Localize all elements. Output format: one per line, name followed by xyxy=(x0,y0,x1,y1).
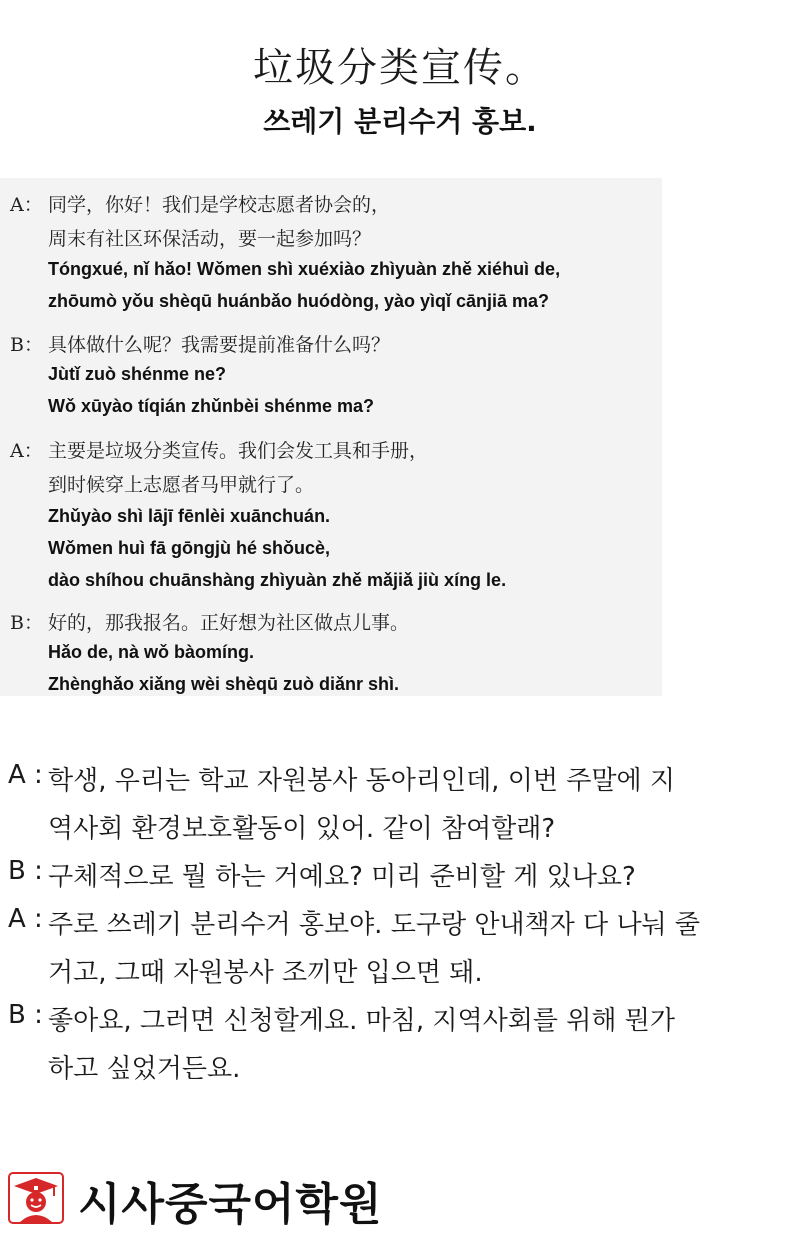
speaker-label: B： xyxy=(10,612,43,634)
speaker-label: A： xyxy=(10,440,43,462)
speaker-label: A : xyxy=(8,904,43,934)
speaker-label: B : xyxy=(8,856,43,886)
chinese-line: 主要是垃圾分类宣传。我们会发工具和手册， xyxy=(48,440,429,462)
speaker-label: B： xyxy=(10,334,43,356)
page-title-korean: 쓰레기 분리수거 홍보. xyxy=(263,105,537,138)
pinyin-line: zhōumò yǒu shèqū huánbǎo huódòng, yào yìqǐ cānjiā ma? xyxy=(48,291,550,311)
pinyin-line: Zhǔyào shì lājī fēnlèi xuānchuán. xyxy=(48,506,331,526)
translation-text: 학생, 우리는 학교 자원봉사 동아리인데, 이번 주말에 지 xyxy=(48,766,675,796)
pinyin-line: Jùtǐ zuò shénme ne? xyxy=(48,364,227,384)
chinese-line: 周末有社区环保活动，要一起参加吗？ xyxy=(48,228,372,250)
speaker-label: A： xyxy=(10,194,43,216)
chinese-line: 具体做什么呢？我需要提前准备什么吗？ xyxy=(48,334,391,356)
translation-text: 역사회 환경보호활동이 있어. 같이 참여할래? xyxy=(48,814,556,844)
pinyin-line: Zhènghǎo xiǎng wèi shèqū zuò diǎnr shì. xyxy=(48,674,400,694)
pinyin-line: Wǒ xūyào tíqián zhǔnbèi shénme ma? xyxy=(48,396,375,416)
pinyin-line: Tóngxué, nǐ hǎo! Wǒmen shì xuéxiào zhìyuàn zhě xiéhuì de, xyxy=(48,259,561,279)
translation-text: 주로 쓰레기 분리수거 홍보야. 도구랑 안내책자 다 나눠 줄 xyxy=(48,910,701,940)
chinese-line: 到时候穿上志愿者马甲就行了。 xyxy=(48,474,315,496)
chinese-line: 同学，你好！我们是学校志愿者协会的， xyxy=(48,194,391,216)
pinyin-line: Wǒmen huì fā gōngjù hé shǒucè, xyxy=(48,538,330,558)
translation-text: 구체적으로 뭘 하는 거예요? 미리 준비할 게 있나요? xyxy=(48,862,636,892)
academy-name: 시사중국어학원 xyxy=(78,1179,383,1230)
translation-text: 거고, 그때 자원봉사 조끼만 입으면 돼. xyxy=(48,958,483,988)
pinyin-line: dào shíhou chuānshàng zhìyuàn zhě mǎjiǎ jiù xíng le. xyxy=(48,570,507,590)
page-title-chinese: 垃圾分类宣传。 xyxy=(253,45,547,91)
chinese-line: 好的，那我报名。正好想为社区做点儿事。 xyxy=(48,612,410,634)
pinyin-line: Hǎo de, nà wǒ bàomíng. xyxy=(48,642,255,662)
graduate-mascot-icon xyxy=(8,1172,64,1224)
speaker-label: A : xyxy=(8,760,43,790)
translation-text: 좋아요, 그러면 신청할게요. 마침, 지역사회를 위해 뭔가 xyxy=(48,1006,675,1036)
translation-text: 하고 싶었거든요. xyxy=(48,1054,241,1084)
dialogue-panel xyxy=(0,178,662,696)
speaker-label: B : xyxy=(8,1000,43,1030)
